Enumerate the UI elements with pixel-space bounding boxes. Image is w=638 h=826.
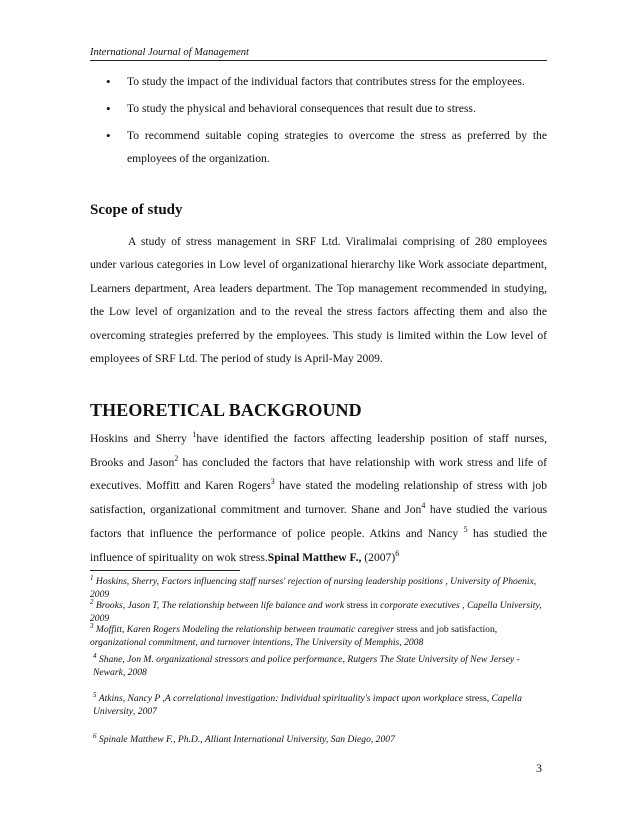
footnote-2: $^2$ Brooks, Jason T, The relationship between life balance and work stress in corporate executives , Capella University, 2009 — [90, 597, 542, 624]
scope-paragraph: A study of stress management in SRF Ltd. Viralimalai comprising of 280 employees under various categories in Low level of organizational hierarchy like Work associate department, Learners department, Area leaders department. The Top management recommended in studying, the Low level of organization and to the reveal the stress factors affecting them and also the overcoming strategies preferred by the employees. This study is limited within the Low level of employees of SRF Ltd. The period of study is April-May 2009. — [90, 235, 547, 366]
footnote-1: $^1$ Hoskins, Sherry, Factors influencing staff nurses' rejection of nursing leadership positions , University of Phoenix, 2009 — [90, 573, 537, 600]
footnote-6: $^6$ Spinale Matthew F., Ph.D., Alliant International University, San Diego, 2007 — [93, 731, 395, 745]
scope-heading: Scope of study — [90, 202, 183, 218]
page-number: 3 — [536, 761, 542, 775]
footnote-ref: 2 — [174, 453, 179, 463]
footnote-ref: 3 — [270, 477, 275, 487]
footnote-3: $^3$ Moffitt, Karen Rogers Modeling the relationship between traumatic caregiver stress and job satisfaction, organizational commitment, and turnover intentions, The University of Memphis, 2008 — [90, 621, 498, 648]
bullet-icon: • — [106, 128, 111, 143]
footnote-ref: 4 — [421, 501, 426, 511]
footnote-5: $^5$ Atkins, Nancy P ,A correlational investigation: Individual spirituality's impact upon workplace stress, Capella University, 2007 — [93, 690, 522, 717]
bullet-icon: • — [106, 74, 111, 89]
footnote-ref: 1 — [192, 430, 197, 440]
running-header: International Journal of Management — [90, 47, 547, 61]
list-item: • To study the impact of the individual factors that contributes stress for the employees. — [90, 70, 547, 93]
theory-paragraph: Hoskins and Sherry $^1$have identified the factors affecting leadership position of staff nurses, Brooks and Jason$^2$ has concluded the factors that have relationship with work stress and life of executives. Moffitt and Karen Rogers$^3$ have stated the modeling relationship of stress with job satisfaction, organizational commitment and turnover. Shane and Jon$^4$ have studied the various factors that influence the performance of police people. Atkins and Nancy $^5$ has studied the influence of spirituality on wok stress.Spinal Matthew F., $(2007)^6$ — [90, 430, 548, 564]
bullet-icon: • — [106, 101, 111, 116]
footnote-4: $^4$ Shane, Jon M. organizational stressors and police performance, Rutgers The State University of New Jersey - Newark, 2008 — [93, 651, 520, 678]
theory-heading: THEORETICAL BACKGROUND — [90, 400, 362, 420]
list-item: • To study the physical and behavioral consequences that result due to stress. — [90, 97, 547, 120]
footnote-ref: 5 — [463, 524, 468, 534]
footnote-divider — [90, 570, 240, 571]
objectives-list — [90, 70, 547, 174]
footnote-ref: 6 — [395, 548, 400, 558]
list-item: • To recommend suitable coping strategies to overcome the stress as preferred by the employees of the organization. — [90, 124, 547, 170]
